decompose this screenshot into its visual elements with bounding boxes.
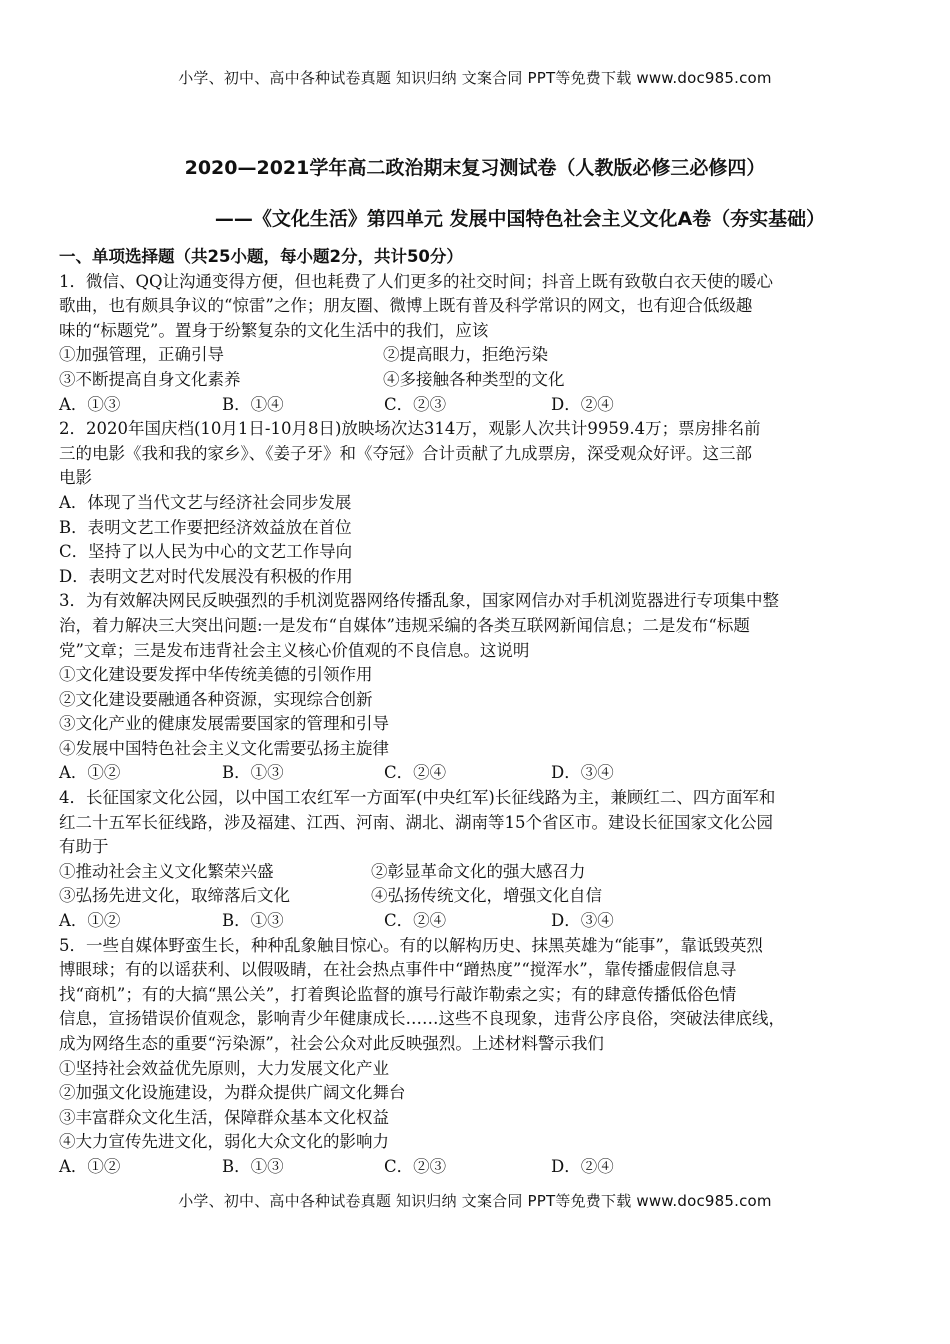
- option-b: B．①③: [222, 1156, 284, 1176]
- statement-row: [59, 368, 895, 393]
- answer-options: [59, 909, 895, 934]
- option-c: C．②④: [384, 763, 447, 783]
- option-d: D．②④: [551, 394, 614, 414]
- question-stem-line: 5．一些自媒体野蛮生长，种种乱象触目惊心。有的以解构历史、抹黑英雄为“能事”，靠诋毁英烈: [59, 935, 763, 955]
- statement-item: ②提高眼力，拒绝污染: [383, 345, 548, 365]
- choice-b: B．表明文艺工作要把经济效益放在首位: [59, 517, 352, 537]
- statement-item: ③弘扬先进文化，取缔落后文化: [59, 886, 290, 906]
- choice-d: D．表明文艺对时代发展没有积极的作用: [59, 566, 353, 586]
- statement-item: ③文化产业的健康发展需要国家的管理和引导: [59, 714, 389, 734]
- question-3: [59, 589, 895, 786]
- question-stem-line: 电影: [59, 468, 92, 488]
- statement-item: ②加强文化设施建设，为群众提供广阔文化舞台: [59, 1083, 406, 1103]
- question-1: [59, 270, 895, 418]
- question-stem-line: 有助于: [59, 837, 109, 857]
- choice-a: A．体现了当代文艺与经济社会同步发展: [59, 492, 352, 512]
- statement-item: ②文化建设要融通各种资源，实现综合创新: [59, 689, 373, 709]
- exam-content: [59, 245, 895, 1180]
- question-4: [59, 786, 895, 934]
- statement-item: ③不断提高自身文化素养: [59, 369, 241, 389]
- statement-item: ①文化建设要发挥中华传统美德的引领作用: [59, 665, 373, 685]
- exam-subtitle: ——《文化生活》第四单元 发展中国特色社会主义文化A卷（夯实基础）: [214, 208, 826, 230]
- option-c: C．②③: [384, 394, 447, 414]
- footer-banner[interactable]: 小学、初中、高中各种试卷真题 知识归纳 文案合同 PPT等免费下载 www.doc985.com: [178, 1192, 772, 1210]
- option-d: D．③④: [551, 763, 614, 783]
- option-a: A．①③: [59, 394, 121, 414]
- answer-options: [59, 1155, 895, 1180]
- question-stem-line: 2．2020年国庆档(10月1日-10月8日)放映场次达314万，观影人次共计9959.4万；票房排名前: [59, 419, 761, 439]
- answer-options: [59, 393, 895, 418]
- statement-row: [59, 343, 895, 368]
- statement-item: ④发展中国特色社会主义文化需要弘扬主旋律: [59, 738, 389, 758]
- statement-row: [59, 860, 895, 885]
- option-c: C．②③: [384, 1156, 447, 1176]
- option-a: A．①②: [59, 763, 121, 783]
- question-stem-line: 信息，宣扬错误价值观念，影响青少年健康成长……这些不良现象，违背公序良俗，突破法律底线，: [59, 1009, 785, 1029]
- question-stem-line: 1．微信、QQ让沟通变得方便，但也耗费了人们更多的社交时间；抖音上既有致敬白衣天使的暖心: [59, 271, 774, 291]
- statement-item: ①坚持社会效益优先原则，大力发展文化产业: [59, 1058, 389, 1078]
- question-2: [59, 417, 895, 589]
- question-stem-line: 4．长征国家文化公园，以中国工农红军一方面军(中央红军)长征线路为主，兼顾红二、四方面军和: [59, 788, 776, 808]
- option-d: D．②④: [551, 1156, 614, 1176]
- statement-item: ④大力宣传先进文化，弱化大众文化的影响力: [59, 1132, 389, 1152]
- answer-options: [59, 761, 895, 786]
- exam-title: 2020—2021学年高二政治期末复习测试卷（人教版必修三必修四）: [184, 157, 766, 179]
- question-stem-line: 治，着力解决三大突出问题:一是发布“自媒体”违规采编的各类互联网新闻信息；二是发布“标题: [59, 615, 750, 635]
- question-stem-line: 找“商机”；有的大搞“黑公关”，打着舆论监督的旗号行敲诈勒索之实；有的肆意传播低俗色情: [59, 984, 737, 1004]
- question-stem-line: 三的电影《我和我的家乡》、《姜子牙》和《夺冠》合计贡献了九成票房，深受观众好评。这三部: [59, 443, 752, 463]
- question-stem-line: 3．为有效解决网民反映强烈的手机浏览器网络传播乱象，国家网信办对手机浏览器进行专项集中整: [59, 591, 779, 611]
- statement-row: [59, 884, 895, 909]
- option-a: A．①②: [59, 1156, 121, 1176]
- question-stem-line: 歌曲，也有颇具争议的“惊雷”之作；朋友圈、微博上既有普及科学常识的网文，也有迎合低级趣: [59, 296, 753, 316]
- statement-item: ③丰富群众文化生活，保障群众基本文化权益: [59, 1107, 389, 1127]
- option-b: B．①③: [222, 763, 284, 783]
- statement-item: ④多接触各种类型的文化: [383, 369, 565, 389]
- option-b: B．①③: [222, 911, 284, 931]
- question-5: [59, 934, 895, 1180]
- choice-c: C．坚持了以人民为中心的文艺工作导向: [59, 542, 353, 562]
- statement-item: ①推动社会主义文化繁荣兴盛: [59, 861, 274, 881]
- option-a: A．①②: [59, 911, 121, 931]
- question-stem-line: 博眼球；有的以谣获利、以假吸睛，在社会热点事件中“蹭热度”“搅浑水”，靠传播虚假信息寻: [59, 960, 737, 980]
- question-stem-line: 味的“标题党”。置身于纷繁复杂的文化生活中的我们，应该: [59, 320, 489, 340]
- statement-item: ①加强管理，正确引导: [59, 345, 224, 365]
- option-d: D．③④: [551, 911, 614, 931]
- option-c: C．②④: [384, 911, 447, 931]
- statement-item: ②彰显革命文化的强大感召力: [371, 861, 586, 881]
- statement-item: ④弘扬传统文化，增强文化自信: [371, 886, 602, 906]
- option-b: B．①④: [222, 394, 284, 414]
- question-stem-line: 成为网络生态的重要“污染源”，社会公众对此反映强烈。上述材料警示我们: [59, 1034, 604, 1053]
- header-banner[interactable]: 小学、初中、高中各种试卷真题 知识归纳 文案合同 PPT等免费下载 www.doc985.com: [178, 69, 772, 87]
- section-heading: 一、单项选择题（共25小题，每小题2分，共计50分）: [59, 247, 463, 266]
- question-stem-line: 红二十五军长征线路，涉及福建、江西、河南、湖北、湖南等15个省区市。建设长征国家文化公园: [59, 812, 773, 832]
- question-stem-line: 党”文章；三是发布违背社会主义核心价值观的不良信息。这说明: [59, 640, 530, 660]
